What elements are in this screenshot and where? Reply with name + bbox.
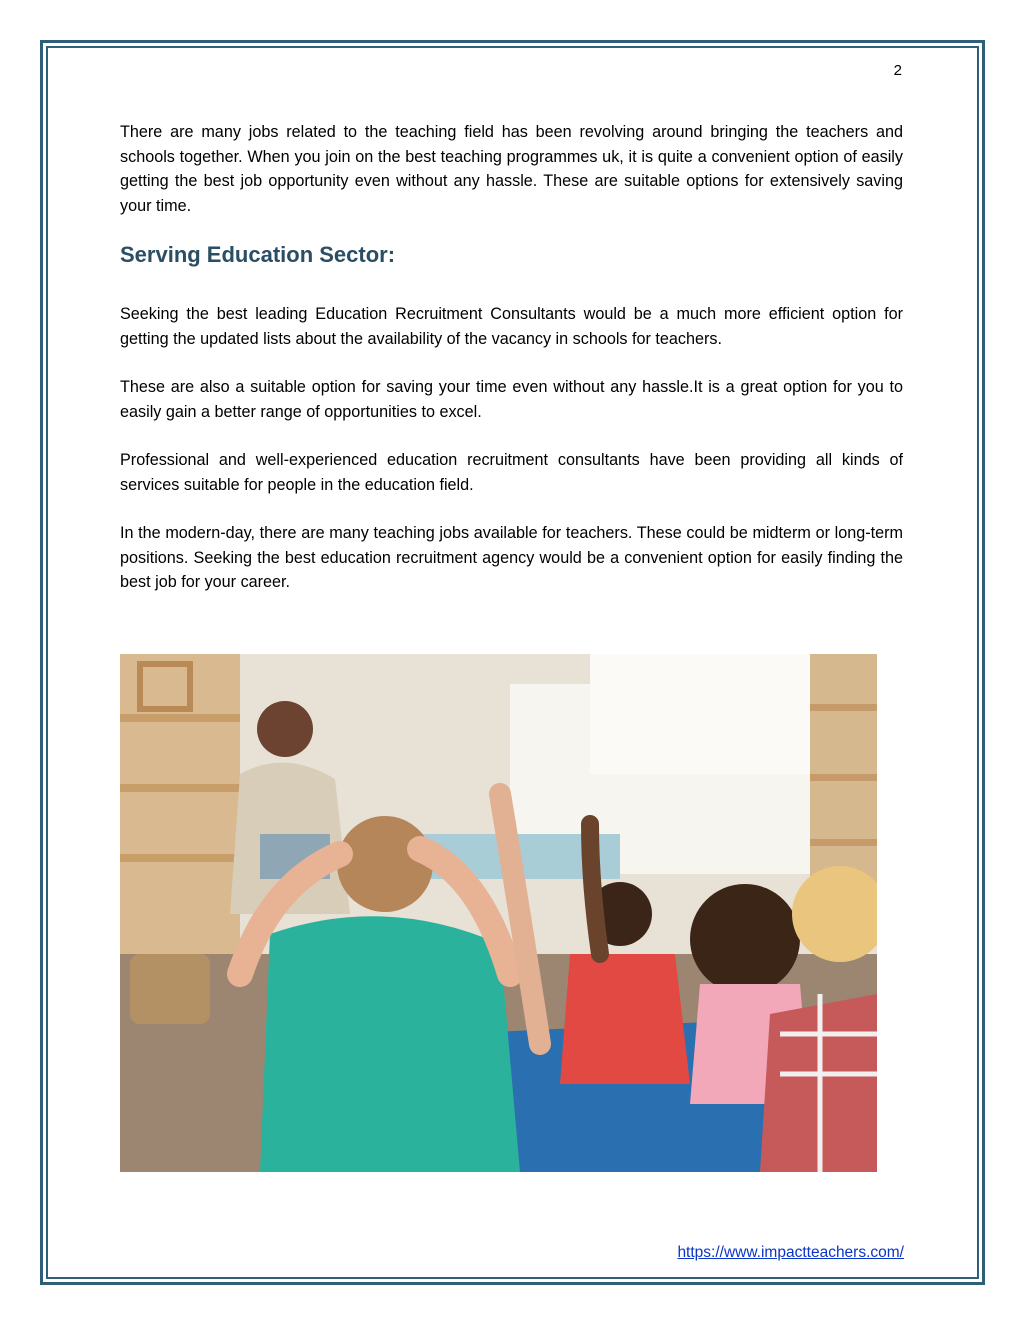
paragraph-3: Professional and well-experienced education recruitment consultants have been providing all kinds of services suitable for people in the education field. bbox=[120, 451, 903, 494]
footer-website-link[interactable]: https://www.impactteachers.com/ bbox=[677, 1244, 904, 1261]
document-body bbox=[120, 120, 903, 619]
section-heading: Serving Education Sector: bbox=[120, 242, 396, 267]
paragraph-4: In the modern-day, there are many teaching jobs available for teachers. These could be midterm or long-term positions. Seeking the best education recruitment agency would be a convenient option for easily finding the best job for your career. bbox=[120, 524, 903, 591]
paragraph-2: These are also a suitable option for saving your time even without any hassle.It is a great option for you to easily gain a better range of opportunities to excel. bbox=[120, 378, 903, 421]
intro-paragraph: There are many jobs related to the teaching field has been revolving around bringing the teachers and schools together. When you join on the best teaching programmes uk, it is quite a convenient option of easily getting the best job opportunity even without any hassle. These are suitable options for extensively saving your time. bbox=[120, 123, 903, 215]
classroom-photo bbox=[120, 654, 877, 1172]
paragraph-1: Seeking the best leading Education Recruitment Consultants would be a much more efficient option for getting the updated lists about the availability of the vacancy in schools for teachers. bbox=[120, 305, 903, 348]
page-number: 2 bbox=[893, 62, 902, 79]
